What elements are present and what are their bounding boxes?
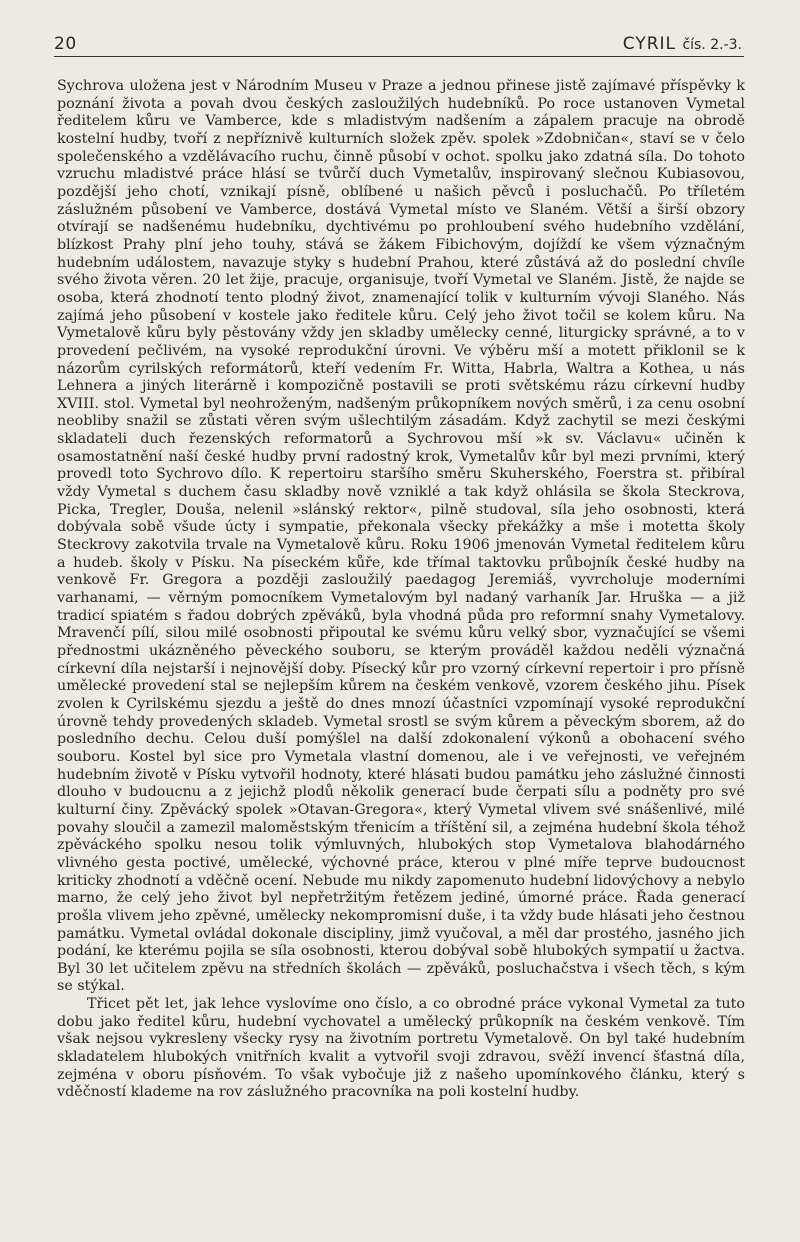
paragraph-1: Sychrova uložena jest v Národním Museu v Praze a jednou přinese jistě zajímavé příspěvky k poznání života a povah dvou českých zasloužilých hudebníků. Po roce ustanoven Vymetal ředitelem kůru ve Vamberce, kde s mladistvým nadšením a zápalem pracuje na obrodě kostelní hudby, tvoří z nepříznivě kulturních složek zpěv. spolek »Zdobničan«, staví se v čelo společenského a vzdělávacího ruchu, činně působí v ochot. spolku jako zdatná síla. Do tohoto vzruchu mladistvé práce hlásí se tvůrčí duch Vymetalův, inspirovaný slečnou Kubiasovou, pozdější jeho chotí, vznikají písně, oblíbené u našich pěvců i posluchačů. Po tříletém záslužném působení ve Vamberce, dostává Vymetal místo ve Slaném. Větší a širší obzory otvírají se nadšenému hudebníku, dychtivému po prohloubení svého hudebního vzdělání, blízkost Prahy plní jeho touhy, stává se žákem Fibichovým, dojíždí ke všem význačným hudebním událostem, navazuje styky s hudební Prahou, které zůstává až do poslední chvíle svého života věren. 20 let žije, pracuje, organisuje, tvoří Vymetal ve Slaném. Jistě, že najde se osoba, která zhodnotí tento plodný život, znamenající tolik v kulturním vývoji Slaného. Nás zajímá jeho působení v kostele jako ředitele kůru. Celý jeho život točil se kolem kůru. Na Vymetalově kůru byly pěstovány vždy jen skladby umělecky cenné, liturgicky správné, a to v provedení pečlivém, na vysoké reprodukční úrovni. Ve výběru mší a motett přiklonil se k názorům cyrilských reformátorů, kteří vedením Fr. Witta, Habrla, Waltra a Kothea, u nás Lehnera a jiných literárně i kompozičně postavili se proti světskému rázu církevní hudby XVIII. stol. Vymetal byl neohroženým, nadšeným průkopníkem nových směrů, i za cenu osobní neobliby snažil se zůstati věren svým ušlechtilým zásadám. Když zachytil se mezi českými skladateli duch řezenských reformatorů a Sychrovou mší »k sv. Václavu« učiněn k osamostatnění naší české hudby první radostný krok, Vymetalův kůr byl mezi prvními, který provedl toto Sychrovo dílo. K repertoiru staršího směru Skuherského, Foerstra st. přibíral vždy Vymetal s duchem času skladby nově vzniklé a tak když ohlásila se škola Steckrova, Picka, Tregler, Douša, nelenil »slánský rektor«, pilně studoval, síla jeho osobnosti, která dobývala sobě všude úcty i sympatie, překonala všecky překážky a mše i motetta školy Steckrovy zakotvila trvale na Vymetalově kůru. Roku 1906 jmenován Vymetal ředitelem kůru a hudeb. školy v Písku. Na píseckém kůře, kde třímal taktovku průbojník české hudby na venkově Fr. Gregora a později zasloužilý paedagog Jeremiáš, vyvrcholuje moderními varhanami, — věrným pomocníkem Vymetalovým byl nadaný varhaník Jar. Hruška — a již tradicí spiatém s řadou dobrých zpěváků, byla vhodná půda pro reformní snahy Vymetalovy. Mravenčí pílí, silou milé osobnosti připoutal ke svému kůru velký sbor, vyznačující se všemi přednostmi ukázněného pěveckého souboru, se kterým prováděl každou neděli význačná církevní díla nejstarší i nejnovější doby. Písecký kůr pro vzorný církevní repertoir i pro přísně umělecké provedení stal se nejlepším kůrem na českém venkově, vzorem českého jihu. Písek zvolen k Cyrilskému sjezdu a ještě do dnes mnozí účastníci vzpomínají vysoké reprodukční úrovně tehdy provedených skladeb. Vymetal srostl se svým kůrem a pěveckým sborem, až do posledního dechu. Celou duší pomýšlel na další zdokonalení výkonů a obohacení svého souboru. Kostel byl sice pro Vymetala vlastní domenou, ale i ve veřejnosti, ve veřejném hudebním životě v Písku vytvořil hodnoty, které hlásati budou památku jeho záslužné činnosti dlouho v budoucnu a z jejichž plodů několik generací bude čerpati sílu a podněty pro své kulturní činy. Zpěvácký spolek »Otavan-Gregora«, který Vymetal vlivem své snášenlivé, milé povahy sloučil a zamezil maloměstským třenicím a tříštění sil, a zejména hudební škola téhož zpěváckého spolku nesou tolik výmluvných, hlubokých stop Vymetalova blahodárného vlivného gesta poctivé, umělecké, výchovné práce, kterou v plné míře teprve budoucnost kriticky zhodnotí a vděčně ocení. Nebude mu nikdy zapomenuto hudební lidovýchovy a nebylo marno, že celý jeho život byl nepřetržitým řetězem jediné, úmorné práce. Řada generací prošla vlivem jeho zpěvné, umělecky nekompromisní duše, i ta vždy bude hlásati jeho čestnou památku. Vymetal ovládal dokonale discipliny, jimž vyučoval, a měl dar prostého, jasného jich podání, ke kterému pojila se síla osobnosti, kterou dobýval sobě hlubokých sympatií u žactva. Byl 30 let učitelem zpěvu na středních školách — zpěváků, posluchačstva i všech těch, s kým se stýkal.	[57, 78, 745, 995]
page-number: 20	[54, 34, 77, 54]
paragraph-2: Třicet pět let, jak lehce vyslovíme ono číslo, a co obrodné práce vykonal Vymetal za tuto dobu jako ředitel kůru, hudební vychovatel a umělecký průkopník na českém venkově. Tím však nejsou vykresleny všecky rysy na životním portretu Vymetalově. On byl také hudebním skladatelem hlubokých vnitřních kvalit a vytvořil svoji zdravou, svěží invencí šťastná díla, zejména v oboru písňovém. To však vybočuje již z našeho upomínkového článku, který s vděčností klademe na rov záslužného pracovníka na poli kostelní hudby.	[57, 996, 745, 1101]
article-body	[57, 78, 745, 1102]
header-rule	[54, 56, 744, 57]
issue-number: čís. 2.-3.	[682, 37, 742, 53]
journal-name: CYRIL	[622, 34, 677, 54]
page-header	[54, 32, 742, 56]
running-header	[623, 34, 742, 54]
